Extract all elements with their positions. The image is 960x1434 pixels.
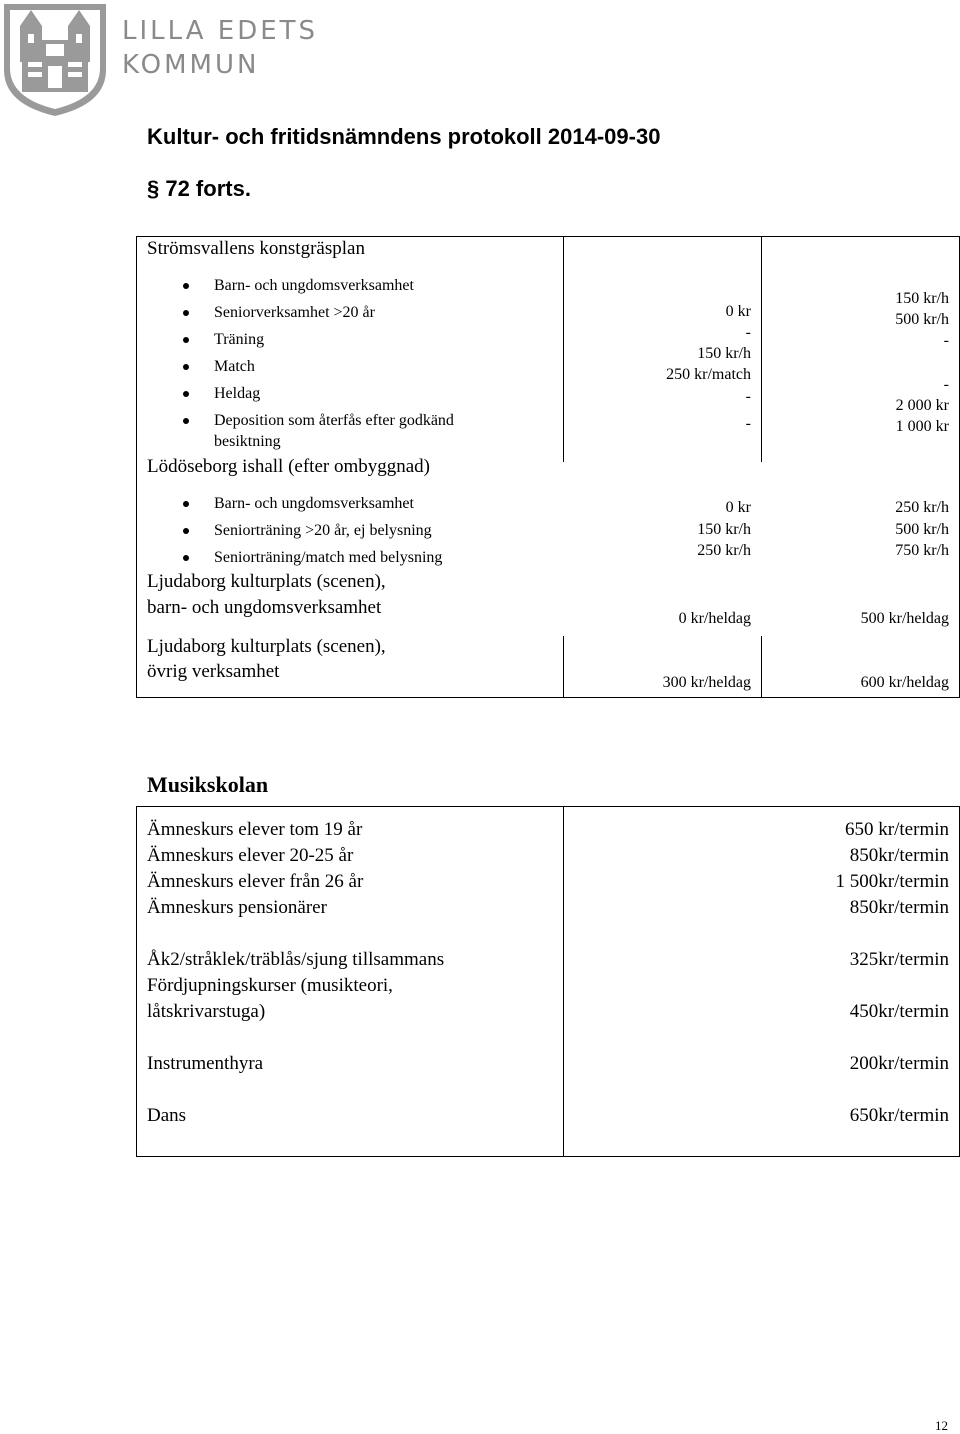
bullet [183, 337, 189, 343]
course-label: Ämneskurs elever från 26 år [147, 871, 364, 892]
col-divider-3 [563, 636, 564, 698]
page-title: Kultur- och fritidsnämndens protokoll 2014-09-30 [147, 124, 661, 149]
col-divider-2 [761, 236, 762, 462]
price-cell: 150 kr/h [697, 345, 751, 362]
col-divider-4 [761, 636, 762, 698]
ljudaborg-ovrig-line-1: Ljudaborg kulturplats (scenen), [147, 636, 386, 657]
page-number: 12 [935, 1418, 948, 1433]
course-label: Åk2/stråklek/träblås/sjung tillsammans [147, 949, 445, 970]
brand-line-1: LILLA EDETS [122, 16, 319, 46]
course-label: Instrumenthyra [147, 1053, 264, 1074]
stromsvallen-heading: Strömsvallens konstgräsplan [147, 238, 365, 259]
course-label: Ämneskurs elever tom 19 år [147, 819, 363, 840]
price-cell: - [745, 388, 751, 405]
price-cell: - [745, 415, 751, 432]
price-cell: 600 kr/heldag [860, 674, 949, 691]
list-item: Deposition som återfås efter godkänd [214, 412, 454, 429]
bullet [183, 283, 189, 289]
brand-line-2: KOMMUN [122, 50, 260, 80]
bullet [183, 555, 189, 561]
price-cell: 0 kr [725, 303, 751, 320]
list-item: Träning [214, 331, 265, 348]
musikskolan-heading: Musikskolan [147, 772, 269, 797]
course-price: 450kr/termin [849, 1001, 949, 1022]
course-price: 325kr/termin [849, 949, 949, 970]
list-item: Seniorträning/match med belysning [214, 549, 443, 566]
price-cell: 500 kr/h [895, 311, 949, 328]
list-item-continued: besiktning [214, 433, 281, 450]
course-price: 200kr/termin [849, 1053, 949, 1074]
course-label: Fördjupningskurser (musikteori, [147, 975, 393, 996]
ljudaborg-ovrig-line-2: övrig verksamhet [147, 661, 280, 682]
ljudaborg-barn-line-2: barn- och ungdomsverksamhet [147, 597, 382, 618]
course-price: 650 kr/termin [845, 819, 949, 840]
course-label: Ämneskurs pensionärer [147, 897, 327, 918]
brand-name [122, 14, 318, 82]
price-cell: 150 kr/h [895, 290, 949, 307]
price-cell: 0 kr/heldag [678, 610, 751, 627]
course-price: 850kr/termin [849, 845, 949, 866]
bullet [183, 391, 189, 397]
col-divider-1 [563, 236, 564, 462]
course-price: 650kr/termin [849, 1105, 949, 1126]
lodoseborg-heading: Lödöseborg ishall (efter ombyggnad) [147, 456, 430, 477]
course-price: 1 500kr/termin [835, 871, 949, 892]
list-item: Barn- och ungdomsverksamhet [214, 277, 414, 294]
course-price: 850kr/termin [849, 897, 949, 918]
course-label: låtskrivarstuga) [147, 1001, 266, 1022]
price-cell: 2 000 kr [895, 397, 949, 414]
ljudaborg-barn-line-1: Ljudaborg kulturplats (scenen), [147, 571, 386, 592]
section-heading: § 72 forts. [147, 176, 251, 201]
list-item: Seniorverksamhet >20 år [214, 304, 375, 321]
list-item: Match [214, 358, 255, 375]
price-cell: 150 kr/h [697, 521, 751, 538]
bullet [183, 501, 189, 507]
price-cell: 300 kr/heldag [662, 674, 751, 691]
bullet [183, 528, 189, 534]
price-cell: 250 kr/match [666, 366, 751, 383]
price-cell: 250 kr/h [697, 542, 751, 559]
list-item: Barn- och ungdomsverksamhet [214, 495, 414, 512]
course-label: Ämneskurs elever 20-25 år [147, 845, 354, 866]
price-cell: - [943, 332, 949, 349]
price-cell: 0 kr [725, 499, 751, 516]
list-item: Heldag [214, 385, 261, 402]
bullet [183, 310, 189, 316]
bullet [183, 364, 189, 370]
price-cell: 500 kr/h [895, 521, 949, 538]
price-cell: 1 000 kr [895, 418, 949, 435]
price-cell: - [745, 324, 751, 341]
col-divider-5 [563, 806, 564, 1157]
price-cell: 500 kr/heldag [860, 610, 949, 627]
price-cell: - [943, 376, 949, 393]
bullet [183, 418, 189, 424]
price-cell: 750 kr/h [895, 542, 949, 559]
municipality-logo [0, 0, 110, 118]
list-item: Seniorträning >20 år, ej belysning [214, 522, 432, 539]
course-label: Dans [147, 1105, 187, 1126]
price-cell: 250 kr/h [895, 499, 949, 516]
